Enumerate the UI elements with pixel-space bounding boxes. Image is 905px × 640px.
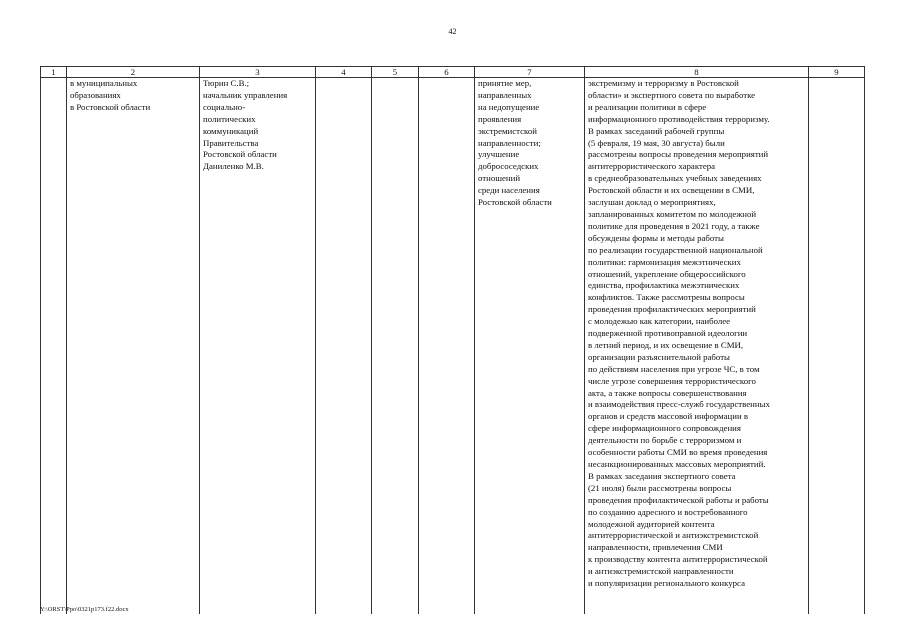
text-line: направленности, привлечения СМИ	[588, 542, 723, 553]
text-line: организации разъяснительной работы	[588, 351, 730, 362]
page-number: 42	[448, 27, 457, 36]
text-line: молодежной аудиторией контента	[588, 518, 715, 529]
text-line: акта, а также вопросы совершенствования	[588, 387, 747, 398]
text-line: с молодежью как категории, наиболее	[588, 316, 731, 327]
text-line: проведения профилактических мероприятий	[588, 304, 756, 315]
text-line: начальник управления	[203, 89, 288, 100]
footer-file-path: Y:\ORST\Ppo\0321p173.f22.docx	[40, 606, 129, 613]
text-line: запланированных комитетом по молодежной	[588, 208, 757, 219]
text-line: в среднеобразовательных учебных заведениях	[588, 173, 762, 184]
text-line: Правительства	[203, 137, 259, 148]
text-line: Ростовской области и их освещении в СМИ,	[588, 185, 755, 196]
text-line: отношений, укрепление общероссийского	[588, 268, 746, 279]
text-line: добрососедских	[478, 161, 539, 172]
text-line: (21 июля) были рассмотрены вопросы	[588, 482, 732, 493]
text-line: числе угрозе совершения террористического	[588, 375, 756, 386]
cell-col4	[316, 78, 372, 615]
text-line: и реализации политики в сфере	[588, 101, 707, 112]
text-line: заслушан доклад о мероприятиях,	[588, 197, 716, 208]
text-line: области» и экспертного совета по выработке	[588, 89, 756, 100]
text-line: проявления	[478, 113, 522, 124]
header-cell-7: 7	[475, 67, 585, 78]
text-line: отношений	[478, 173, 521, 184]
text-line: принятие мер,	[478, 78, 532, 88]
text-line: Тюрин С.В.;	[203, 78, 250, 88]
text-line: Ростовской области	[203, 149, 277, 160]
cell-col6	[419, 78, 475, 615]
text-line: проведения профилактической работы и работы	[588, 494, 769, 505]
header-cell-9: 9	[809, 67, 865, 78]
text-line: антитеррористического характера	[588, 161, 716, 172]
text-line: Даниленко М.В.	[203, 161, 264, 172]
text-line: несанкционированных массовых мероприятий.	[588, 459, 766, 469]
text-line: по действиям населения при угрозе ЧС, в том	[588, 363, 760, 374]
text-line: по реализации государственной национальной	[588, 244, 763, 255]
text-line: сфере информационного сопровождения	[588, 423, 741, 434]
header-cell-6: 6	[419, 67, 475, 78]
text-line: конфликтов. Также рассмотрены вопросы	[588, 292, 745, 303]
header-cell-8: 8	[585, 67, 809, 78]
text-line: коммуникаций	[203, 125, 259, 136]
header-cell-5: 5	[372, 67, 419, 78]
header-cell-2: 2	[67, 67, 200, 78]
text-line: и антиэкстремистской направленности	[588, 566, 734, 577]
text-line: направленных	[478, 89, 532, 100]
text-line: деятельности по борьбе с терроризмом и	[588, 435, 742, 446]
table-row	[41, 78, 865, 615]
text-line: образованиях	[70, 89, 121, 100]
text-line: социально-	[203, 101, 246, 112]
text-line: особенности работы СМИ во время проведения	[588, 447, 768, 458]
text-line: в летний период, и их освещение в СМИ,	[588, 339, 744, 350]
text-line: (5 февраля, 19 мая, 30 августа) были	[588, 137, 725, 148]
text-line: Ростовской области	[478, 197, 552, 208]
text-line: антитеррористической и антиэкстремистской	[588, 530, 759, 541]
cell-col3	[200, 78, 316, 615]
text-line: и популяризации регионального конкурса	[588, 578, 745, 589]
text-line: В рамках заседания экспертного совета	[588, 470, 736, 481]
text-line: среди населения	[478, 185, 540, 196]
text-line: в муниципальных	[70, 78, 138, 88]
header-row	[41, 67, 865, 78]
cell-col2	[67, 78, 200, 615]
header-cell-1: 1	[41, 67, 67, 78]
text-line: на недопущение	[478, 101, 540, 112]
text-line: направленности;	[478, 137, 541, 148]
cell-col1	[41, 78, 67, 615]
text-line: подверженной противоправной идеологии	[588, 328, 748, 339]
text-line: по созданию адресного и востребованного	[588, 506, 748, 517]
text-line: экстремизму и терроризму в Ростовской	[588, 78, 739, 88]
text-line: рассмотрены вопросы проведения мероприятий	[588, 149, 769, 160]
cell-col5	[372, 78, 419, 615]
text-line: политических	[203, 113, 256, 124]
header-cell-3: 3	[200, 67, 316, 78]
text-line: улучшение	[478, 149, 520, 160]
cell-col9	[809, 78, 865, 615]
text-line: политике для проведения в 2021 году, а также	[588, 220, 760, 231]
text-line: экстремистской	[478, 125, 537, 136]
report-table	[40, 66, 865, 614]
text-line: единства, профилактика межэтнических	[588, 280, 740, 291]
text-line: в Ростовской области	[70, 101, 151, 112]
text-line: органов и средств массовой информации в	[588, 411, 749, 422]
text-line: и взаимодействия пресс-служб государственных	[588, 399, 770, 410]
text-line: политики: гармонизация межэтнических	[588, 256, 741, 267]
header-cell-4: 4	[316, 67, 372, 78]
text-line: информационного противодействия терроризму.	[588, 113, 770, 124]
text-line: к производству контента антитеррористической	[588, 554, 768, 565]
text-line: обсуждены формы и методы работы	[588, 232, 724, 243]
cell-col8	[585, 78, 809, 615]
text-line: В рамках заседаний рабочей группы	[588, 125, 725, 136]
cell-col7	[475, 78, 585, 615]
